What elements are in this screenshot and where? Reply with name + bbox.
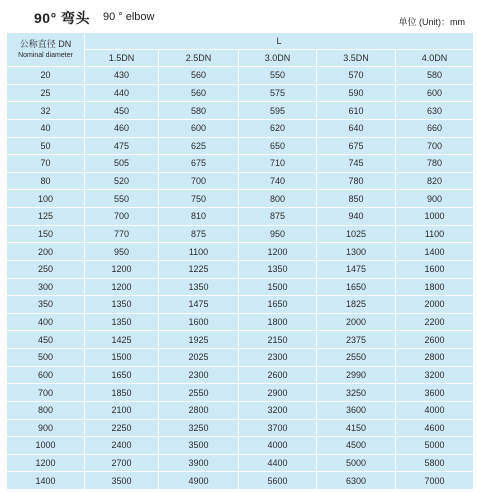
dn-header-en: Nominal diameter	[18, 51, 73, 59]
length-cell: 4900	[159, 472, 239, 490]
length-cell: 7000	[396, 472, 474, 490]
length-cell: 430	[85, 67, 159, 85]
dn-cell: 50	[7, 137, 85, 155]
length-cell: 600	[159, 119, 239, 137]
length-cell: 4000	[239, 437, 317, 455]
length-cell: 4150	[317, 419, 396, 437]
table-row	[7, 102, 474, 120]
page-title: 90° 弯头	[34, 10, 91, 26]
length-cell: 520	[85, 172, 159, 190]
length-cell: 1200	[239, 243, 317, 261]
length-cell: 1475	[317, 260, 396, 278]
table-row	[7, 313, 474, 331]
table-row	[7, 137, 474, 155]
length-cell: 5000	[317, 454, 396, 472]
table-row	[7, 437, 474, 455]
length-cell: 625	[159, 137, 239, 155]
table-row	[7, 243, 474, 261]
length-cell: 1425	[85, 331, 159, 349]
column-header: 2.5DN	[159, 50, 239, 67]
table-row	[7, 155, 474, 173]
length-cell: 575	[239, 84, 317, 102]
dn-cell: 800	[7, 401, 85, 419]
length-cell: 560	[159, 67, 239, 85]
length-cell: 1850	[85, 384, 159, 402]
length-cell: 505	[85, 155, 159, 173]
length-cell: 1600	[396, 260, 474, 278]
length-cell: 875	[239, 208, 317, 226]
dn-cell: 1400	[7, 472, 85, 490]
length-cell: 1350	[85, 313, 159, 331]
table-row	[7, 454, 474, 472]
length-cell: 1500	[239, 278, 317, 296]
table-row	[7, 472, 474, 490]
length-cell: 2000	[317, 313, 396, 331]
length-cell: 475	[85, 137, 159, 155]
length-cell: 940	[317, 208, 396, 226]
dn-cell: 150	[7, 225, 85, 243]
length-cell: 700	[85, 208, 159, 226]
header-row	[7, 33, 474, 50]
length-cell: 2300	[239, 349, 317, 367]
length-cell: 450	[85, 102, 159, 120]
length-cell: 1000	[396, 208, 474, 226]
length-cell: 550	[85, 190, 159, 208]
table-row	[7, 278, 474, 296]
length-cell: 2200	[396, 313, 474, 331]
dn-cell: 300	[7, 278, 85, 296]
length-cell: 440	[85, 84, 159, 102]
length-cell: 810	[159, 208, 239, 226]
length-cell: 630	[396, 102, 474, 120]
column-header: 1.5DN	[85, 50, 159, 67]
length-cell: 6300	[317, 472, 396, 490]
page-subtitle: 90 ° elbow	[103, 11, 155, 23]
column-header: 3.5DN	[317, 50, 396, 67]
dn-cell: 700	[7, 384, 85, 402]
table-row	[7, 67, 474, 85]
length-cell: 3900	[159, 454, 239, 472]
length-cell: 1225	[159, 260, 239, 278]
length-cell: 620	[239, 119, 317, 137]
header	[0, 0, 477, 32]
dn-column-header	[7, 33, 85, 67]
dn-cell: 350	[7, 296, 85, 314]
length-cell: 4400	[239, 454, 317, 472]
length-cell: 2800	[159, 401, 239, 419]
dn-cell: 40	[7, 119, 85, 137]
length-cell: 640	[317, 119, 396, 137]
length-cell: 1600	[159, 313, 239, 331]
elbow-dimension-table	[6, 32, 474, 490]
dn-cell: 70	[7, 155, 85, 173]
length-cell: 2600	[396, 331, 474, 349]
length-cell: 600	[396, 84, 474, 102]
dn-header-cn: 公称直径 DN	[19, 38, 72, 49]
table-row	[7, 296, 474, 314]
length-cell: 580	[159, 102, 239, 120]
table-row	[7, 119, 474, 137]
length-cell: 1200	[85, 260, 159, 278]
table-row	[7, 260, 474, 278]
length-cell: 2400	[85, 437, 159, 455]
length-cell: 1100	[396, 225, 474, 243]
length-cell: 2990	[317, 366, 396, 384]
table-body	[7, 67, 474, 490]
table-row	[7, 331, 474, 349]
length-cell: 700	[159, 172, 239, 190]
length-cell: 3700	[239, 419, 317, 437]
length-cell: 1650	[85, 366, 159, 384]
dn-cell: 500	[7, 349, 85, 367]
length-cell: 1825	[317, 296, 396, 314]
length-cell: 580	[396, 67, 474, 85]
table-row	[7, 419, 474, 437]
dn-cell: 20	[7, 67, 85, 85]
dn-cell: 32	[7, 102, 85, 120]
dn-cell: 400	[7, 313, 85, 331]
unit-label: 单位 (Unit)：mm	[398, 17, 465, 27]
length-cell: 460	[85, 119, 159, 137]
length-cell: 2800	[396, 349, 474, 367]
table-row	[7, 384, 474, 402]
length-cell: 3500	[85, 472, 159, 490]
length-cell: 1925	[159, 331, 239, 349]
length-cell: 595	[239, 102, 317, 120]
length-cell: 4000	[396, 401, 474, 419]
dn-cell: 1000	[7, 437, 85, 455]
length-cell: 710	[239, 155, 317, 173]
dn-cell: 600	[7, 366, 85, 384]
length-cell: 1650	[239, 296, 317, 314]
length-cell: 660	[396, 119, 474, 137]
length-cell: 5800	[396, 454, 474, 472]
length-cell: 2025	[159, 349, 239, 367]
length-cell: 875	[159, 225, 239, 243]
length-cell: 750	[159, 190, 239, 208]
length-cell: 2375	[317, 331, 396, 349]
length-cell: 1475	[159, 296, 239, 314]
length-cell: 700	[396, 137, 474, 155]
length-cell: 770	[85, 225, 159, 243]
length-cell: 780	[317, 172, 396, 190]
length-cell: 2700	[85, 454, 159, 472]
length-cell: 740	[239, 172, 317, 190]
length-cell: 780	[396, 155, 474, 173]
length-cell: 950	[85, 243, 159, 261]
column-header: 4.0DN	[396, 50, 474, 67]
length-cell: 1100	[159, 243, 239, 261]
table-row	[7, 349, 474, 367]
length-cell: 4500	[317, 437, 396, 455]
length-cell: 3600	[317, 401, 396, 419]
table-header	[7, 33, 474, 67]
length-cell: 1350	[159, 278, 239, 296]
length-cell: 2300	[159, 366, 239, 384]
column-header: 3.0DN	[239, 50, 317, 67]
l-column-header: L	[85, 33, 474, 50]
dn-cell: 450	[7, 331, 85, 349]
length-cell: 1800	[396, 278, 474, 296]
dn-cell: 125	[7, 208, 85, 226]
length-cell: 2100	[85, 401, 159, 419]
dn-cell: 900	[7, 419, 85, 437]
length-cell: 2150	[239, 331, 317, 349]
length-cell: 2900	[239, 384, 317, 402]
length-cell: 1650	[317, 278, 396, 296]
length-cell: 675	[317, 137, 396, 155]
length-cell: 2250	[85, 419, 159, 437]
table-row	[7, 84, 474, 102]
dn-cell: 25	[7, 84, 85, 102]
length-cell: 1500	[85, 349, 159, 367]
table-row	[7, 225, 474, 243]
length-cell: 1350	[85, 296, 159, 314]
length-cell: 800	[239, 190, 317, 208]
length-cell: 3250	[159, 419, 239, 437]
length-cell: 850	[317, 190, 396, 208]
length-cell: 2550	[317, 349, 396, 367]
length-cell: 1200	[85, 278, 159, 296]
length-cell: 1350	[239, 260, 317, 278]
length-cell: 1300	[317, 243, 396, 261]
length-cell: 3500	[159, 437, 239, 455]
table-row	[7, 190, 474, 208]
dn-cell: 250	[7, 260, 85, 278]
dn-cell: 100	[7, 190, 85, 208]
length-cell: 950	[239, 225, 317, 243]
length-cell: 5600	[239, 472, 317, 490]
length-cell: 570	[317, 67, 396, 85]
length-cell: 4600	[396, 419, 474, 437]
length-cell: 3200	[239, 401, 317, 419]
length-cell: 820	[396, 172, 474, 190]
length-cell: 900	[396, 190, 474, 208]
length-cell: 2550	[159, 384, 239, 402]
length-cell: 5000	[396, 437, 474, 455]
length-cell: 590	[317, 84, 396, 102]
table-row	[7, 172, 474, 190]
dn-cell: 1200	[7, 454, 85, 472]
length-cell: 2000	[396, 296, 474, 314]
length-cell: 1800	[239, 313, 317, 331]
length-cell: 610	[317, 102, 396, 120]
dn-cell: 80	[7, 172, 85, 190]
length-cell: 3200	[396, 366, 474, 384]
dn-cell: 200	[7, 243, 85, 261]
length-cell: 3250	[317, 384, 396, 402]
table-row	[7, 401, 474, 419]
table-row	[7, 208, 474, 226]
length-cell: 550	[239, 67, 317, 85]
length-cell: 2600	[239, 366, 317, 384]
length-cell: 675	[159, 155, 239, 173]
length-cell: 3600	[396, 384, 474, 402]
length-cell: 650	[239, 137, 317, 155]
length-cell: 560	[159, 84, 239, 102]
length-cell: 745	[317, 155, 396, 173]
table-row	[7, 366, 474, 384]
length-cell: 1025	[317, 225, 396, 243]
length-cell: 1400	[396, 243, 474, 261]
